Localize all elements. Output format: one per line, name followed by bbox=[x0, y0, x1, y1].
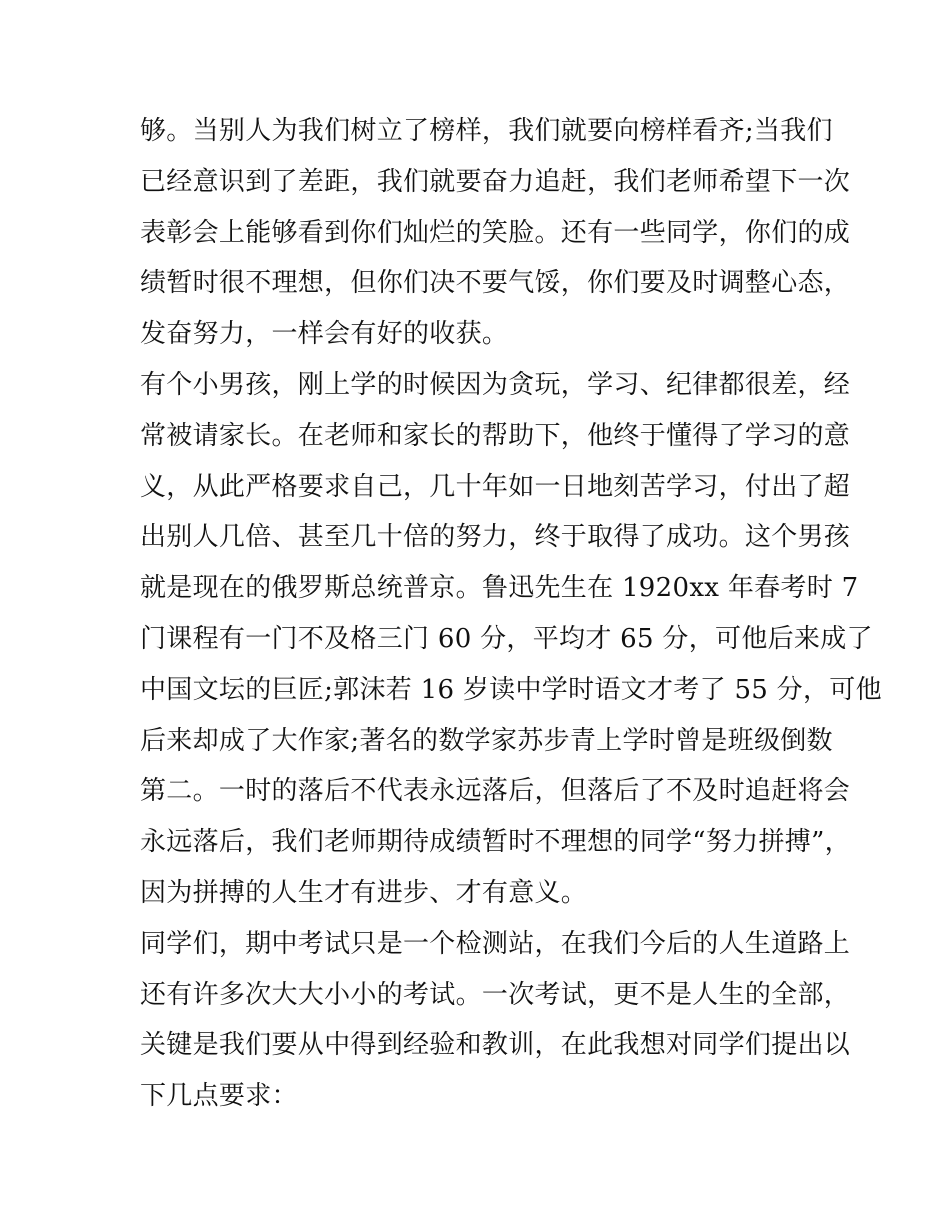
body-text bbox=[140, 106, 882, 1122]
text-line: 下几点要求： bbox=[140, 1081, 298, 1112]
text-line: 够。当别人为我们树立了榜样，我们就要向榜样看齐;当我们 bbox=[140, 116, 833, 146]
text-line: 出别人几倍、甚至几十倍的努力，终于取得了成功。这个男孩 bbox=[140, 522, 851, 553]
text-line: 常被请家长。在老师和家长的帮助下，他终于懂得了学习的意 bbox=[140, 420, 851, 451]
text-line: 有个小男孩，刚上学的时候因为贪玩，学习、纪律都很差，经 bbox=[140, 369, 851, 400]
text-line: 就是现在的俄罗斯总统普京。鲁迅先生在 1920xx 年春考时 7 bbox=[140, 573, 859, 604]
text-line: 已经意识到了差距，我们就要奋力追赶，我们老师希望下一次 bbox=[140, 166, 851, 197]
text-line: 第二。一时的落后不代表永远落后，但落后了不及时追赶将会 bbox=[140, 776, 851, 807]
text-line: 永远落后，我们老师期待成绩暂时不理想的同学“努力拼搏”， bbox=[140, 827, 851, 858]
text-line: 表彰会上能够看到你们灿烂的笑脸。还有一些同学，你们的成 bbox=[140, 217, 851, 248]
text-line: 关键是我们要从中得到经验和教训，在此我想对同学们提出以 bbox=[140, 1030, 851, 1061]
text-line: 发奋努力，一样会有好的收获。 bbox=[140, 319, 509, 350]
text-line: 绩暂时很不理想，但你们决不要气馁，你们要及时调整心态， bbox=[140, 268, 851, 299]
text-line: 义，从此严格要求自己，几十年如一日地刻苦学习，付出了超 bbox=[140, 471, 851, 502]
text-line: 后来却成了大作家;著名的数学家苏步青上学时曾是班级倒数 bbox=[140, 725, 833, 756]
text-line: 门课程有一门不及格三门 60 分，平均才 65 分，可他后来成了 bbox=[140, 623, 873, 654]
text-line: 同学们，期中考试只是一个检测站，在我们今后的人生道路上 bbox=[140, 928, 851, 959]
text-line: 因为拼搏的人生才有进步、才有意义。 bbox=[140, 877, 588, 908]
text-line: 中国文坛的巨匠;郭沫若 16 岁读中学时语文才考了 55 分，可他 bbox=[140, 674, 882, 705]
text-line: 还有许多次大大小小的考试。一次考试，更不是人生的全部， bbox=[140, 979, 851, 1010]
